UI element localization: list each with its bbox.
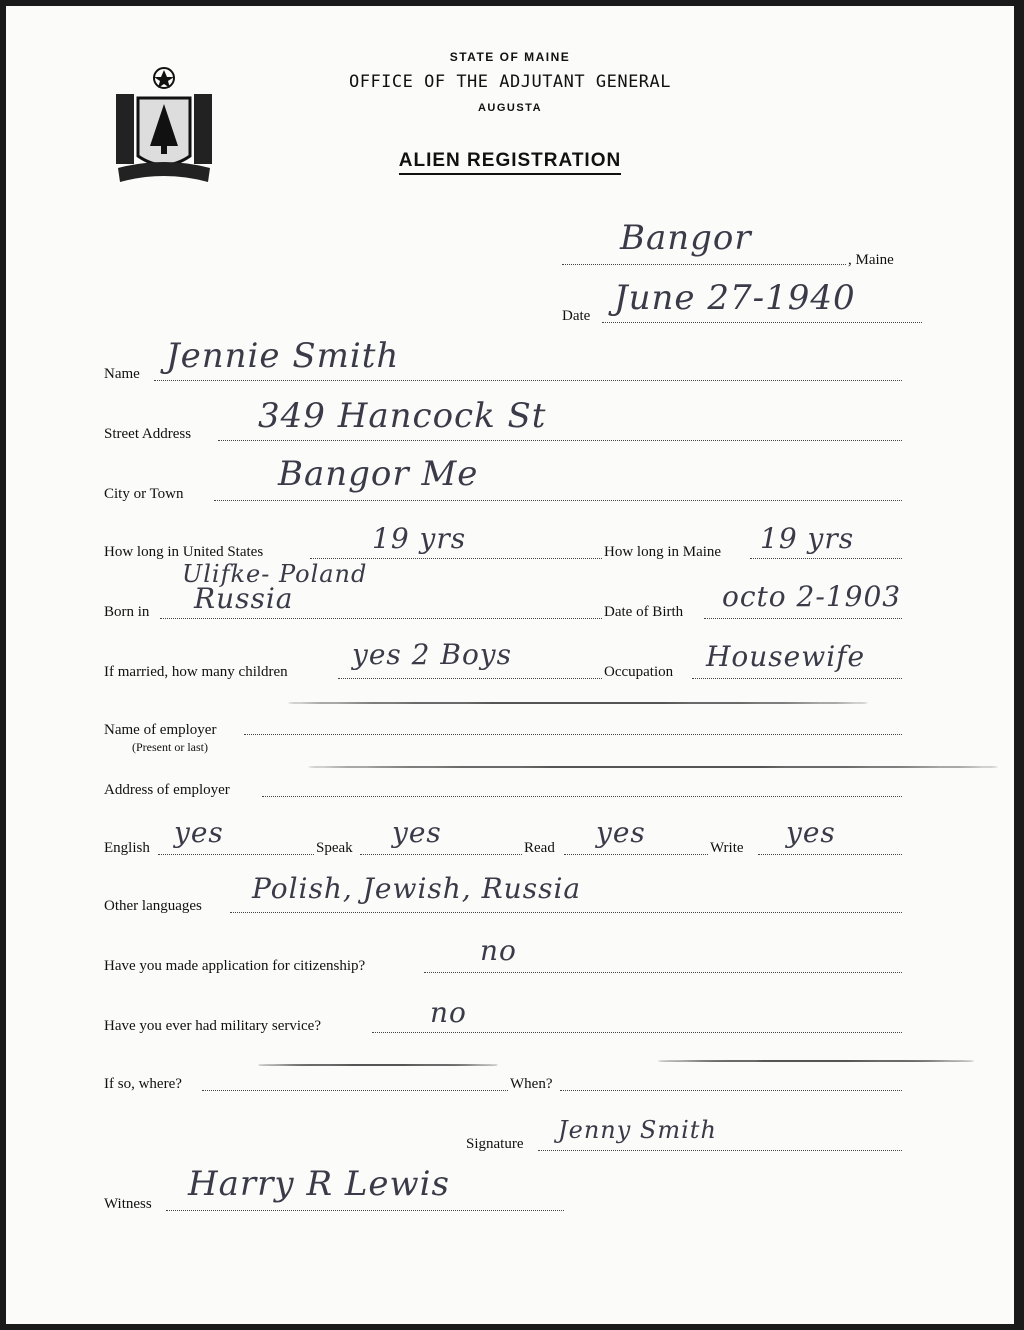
- citizenship-label: Have you made application for citizenship?: [104, 958, 366, 974]
- signature-value: Jenny Smith: [558, 1116, 717, 1144]
- other-languages-value: Polish, Jewish, Russia: [252, 872, 582, 905]
- birthplace-note: Ulifke- Poland: [182, 560, 368, 588]
- signature-label: Signature: [466, 1136, 524, 1152]
- years-maine-value: 19 yrs: [760, 522, 855, 555]
- write-value: yes: [786, 816, 836, 849]
- english-value: yes: [174, 816, 224, 849]
- when-label: When?: [510, 1076, 553, 1092]
- english-label: English: [104, 840, 150, 856]
- street-address-value: 349 Hancock St: [258, 396, 547, 436]
- city-heading: AUGUSTA: [477, 102, 543, 114]
- other-languages-label: Other languages: [104, 898, 202, 914]
- speak-label: Speak: [316, 840, 353, 856]
- citizenship-value: no: [480, 934, 517, 967]
- write-label: Write: [710, 840, 744, 856]
- years-maine-label: How long in Maine: [604, 544, 722, 560]
- name-label: Name: [104, 366, 140, 382]
- witness-label: Witness: [104, 1196, 152, 1212]
- speak-value: yes: [392, 816, 442, 849]
- date-value: June 27-1940: [614, 278, 856, 318]
- years-us-value: 19 yrs: [372, 522, 467, 555]
- name-value: Jennie Smith: [166, 336, 400, 376]
- witness-value: Harry R Lewis: [188, 1164, 450, 1204]
- dob-label: Date of Birth: [604, 604, 684, 620]
- born-in-label: Born in: [104, 604, 150, 620]
- occupation-value: Housewife: [706, 640, 866, 673]
- employer-address-label: Address of employer: [104, 782, 230, 798]
- place-value: Bangor: [620, 218, 752, 258]
- children-label: If married, how many children: [104, 664, 288, 680]
- date-label: Date: [562, 308, 591, 324]
- years-us-label: How long in United States: [104, 544, 264, 560]
- state-heading: STATE OF MAINE: [449, 50, 571, 64]
- form-title: ALIEN REGISTRATION: [6, 150, 1014, 172]
- children-value: yes 2 Boys: [352, 638, 512, 671]
- dob-value: octo 2-1903: [722, 580, 902, 613]
- military-label: Have you ever had military service?: [104, 1018, 321, 1034]
- registration-form: [6, 6, 1014, 1324]
- city-label: City or Town: [104, 486, 184, 502]
- read-label: Read: [524, 840, 555, 856]
- employer-name-label: Name of employer: [104, 722, 217, 738]
- street-address-label: Street Address: [104, 426, 192, 442]
- maine-label: , Maine: [848, 252, 894, 268]
- employer-name-sublabel: (Present or last): [132, 740, 208, 754]
- occupation-label: Occupation: [604, 664, 674, 680]
- where-label: If so, where?: [104, 1076, 182, 1092]
- military-value: no: [430, 996, 467, 1029]
- office-heading: OFFICE OF THE ADJUTANT GENERAL: [348, 72, 672, 92]
- read-value: yes: [596, 816, 646, 849]
- city-value: Bangor Me: [278, 454, 479, 494]
- born-in-value: Russia: [194, 582, 294, 615]
